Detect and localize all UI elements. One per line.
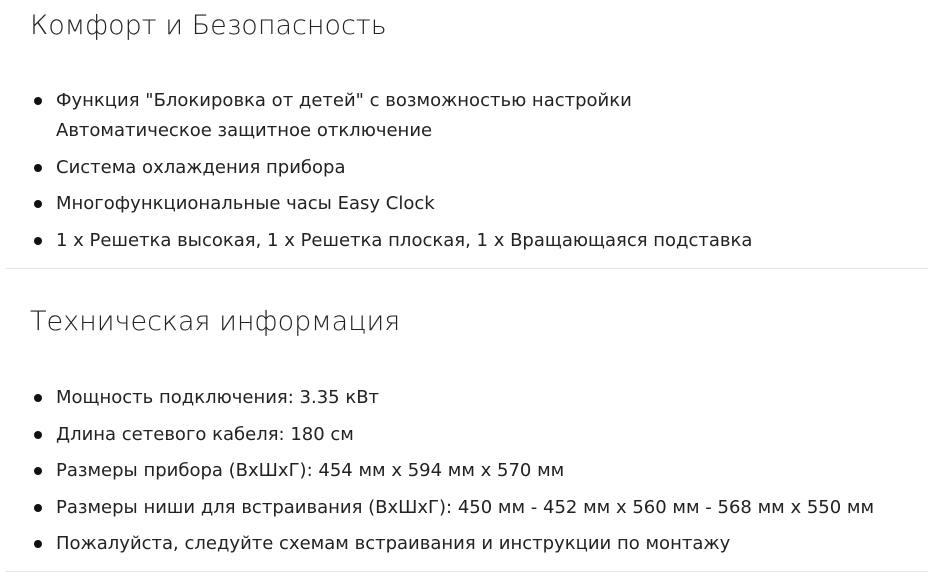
list-item-text: Автоматическое защитное отключение <box>56 120 433 141</box>
list-item-text: Размеры прибора (ВхШхГ): 454 мм x 594 мм x 570 мм <box>56 460 565 481</box>
list-item <box>0 189 752 219</box>
list-item <box>0 383 874 413</box>
section-divider <box>6 268 928 269</box>
list-item-text: Размеры ниши для встраивания (ВхШхГ): 450 мм - 452 мм x 560 мм - 568 мм x 550 мм <box>56 496 875 518</box>
tech-section-title: Техническая информация <box>30 306 401 337</box>
list-item <box>0 529 874 559</box>
list-item-text: Система охлаждения прибора <box>56 156 346 178</box>
list-item-text: Мощность подключения: 3.35 кВт <box>56 387 380 408</box>
comfort-feature-list <box>0 86 752 262</box>
list-item-text: Многофункциональные часы Easy Clock <box>56 193 435 214</box>
list-item-text: 1 x Решетка высокая, 1 x Решетка плоская, 1 x Вращающаяся подставка <box>56 229 753 251</box>
list-item-text: Пожалуйста, следуйте схемам встраивания и инструкции по монтажу <box>56 533 731 554</box>
list-item <box>0 86 752 146</box>
list-item <box>0 153 752 183</box>
list-item-text: Длина сетевого кабеля: 180 см <box>56 423 354 445</box>
comfort-section-title: Комфорт и Безопасность <box>30 10 387 41</box>
list-item <box>0 226 752 256</box>
list-item <box>0 493 874 523</box>
list-item <box>0 456 874 486</box>
tech-feature-list <box>0 383 874 566</box>
list-item-text: Функция "Блокировка от детей" с возможностью настройки <box>56 90 632 111</box>
list-item <box>0 420 874 450</box>
